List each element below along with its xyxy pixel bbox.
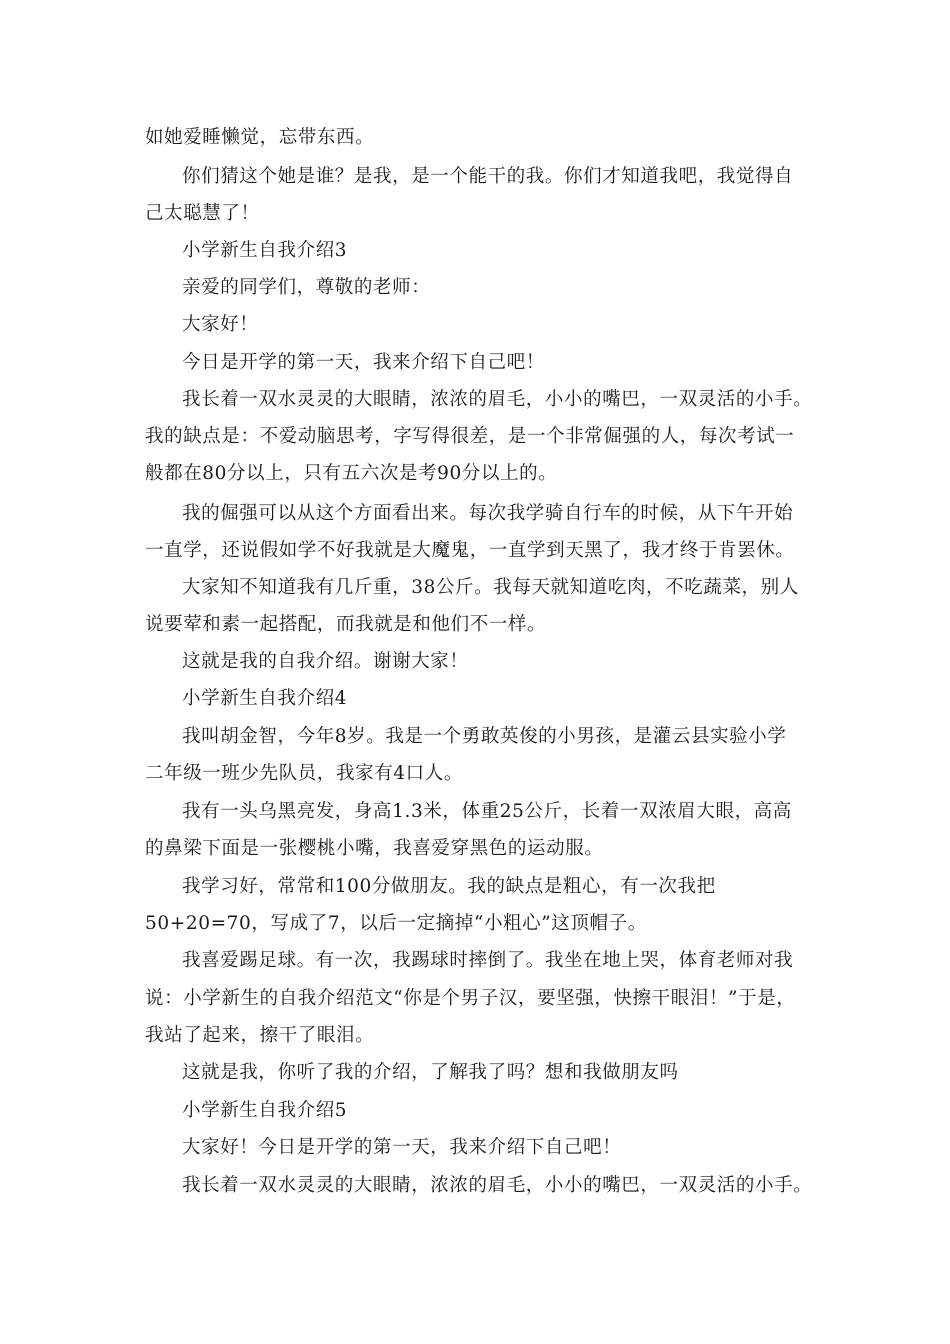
text-line: 己太聪慧了！ [145, 203, 260, 224]
text-line: 这就是我的自我介绍。谢谢大家！ [182, 651, 469, 672]
text-line: 一直学，还说假如学不好我就是大魔鬼，一直学到天黑了，我才终于肯罢休。 [145, 540, 795, 561]
section-heading: 小学新生自我介绍5 [182, 1100, 348, 1121]
text-line: 我喜爱踢足球。有一次，我踢球时摔倒了。我坐在地上哭，体育老师对我 [182, 950, 794, 971]
text-line: 大家好！ [182, 314, 259, 335]
text-line: 这就是我，你听了我的介绍，了解我了吗？想和我做朋友吗 [182, 1062, 679, 1083]
text-line: 二年级一班少先队员，我家有4口人。 [145, 763, 463, 784]
text-line: 如她爱睡懒觉，忘带东西。 [145, 127, 375, 148]
text-line: 的鼻梁下面是一张樱桃小嘴，我喜爱穿黑色的运动服。 [145, 838, 604, 859]
text-line: 我站了起来，擦干了眼泪。 [145, 1025, 375, 1046]
text-line: 大家好！今日是开学的第一天，我来介绍下自己吧！ [182, 1137, 622, 1158]
text-line: 我的缺点是：不爱动脑思考，字写得很差，是一个非常倔强的人，每次考试一 [145, 426, 795, 447]
text-line: 我长着一双水灵灵的大眼睛，浓浓的眉毛，小小的嘴巴，一双灵活的小手。 [182, 1175, 813, 1196]
text-line: 我学习好，常常和100分做朋友。我的缺点是粗心，有一次我把 [182, 876, 716, 897]
text-line: 大家知不知道我有几斤重，38公斤。我每天就知道吃肉，不吃蔬菜，别人 [182, 577, 799, 598]
text-line: 我叫胡金智，今年8岁。我是一个勇敢英俊的小男孩，是灌云县实验小学 [182, 726, 787, 747]
text-line: 亲爱的同学们，尊敬的老师： [182, 277, 431, 298]
text-line: 我的倔强可以从这个方面看出来。每次我学骑自行车的时候，从下午开始 [182, 503, 794, 524]
text-line: 我有一头乌黑亮发，身高1.3米，体重25公斤，长着一双浓眉大眼，高高 [182, 801, 792, 822]
text-line: 说要荤和素一起搭配，而我就是和他们不一样。 [145, 614, 547, 635]
text-line: 50+20=70，写成了7，以后一定摘掉“小粗心”这顶帽子。 [145, 913, 647, 934]
text-line: 般都在80分以上，只有五六次是考90分以上的。 [145, 463, 558, 484]
section-heading: 小学新生自我介绍4 [182, 688, 348, 709]
text-line: 今日是开学的第一天，我来介绍下自己吧！ [182, 352, 545, 373]
text-line: 我长着一双水灵灵的大眼睛，浓浓的眉毛，小小的嘴巴，一双灵活的小手。 [182, 389, 813, 410]
text-line: 你们猜这个她是谁？是我，是一个能干的我。你们才知道我吧，我觉得自 [182, 166, 794, 187]
section-heading: 小学新生自我介绍3 [182, 240, 348, 261]
text-line: 说：小学新生的自我介绍范文“你是个男子汉，要坚强，快擦干眼泪！”于是， [145, 988, 796, 1009]
